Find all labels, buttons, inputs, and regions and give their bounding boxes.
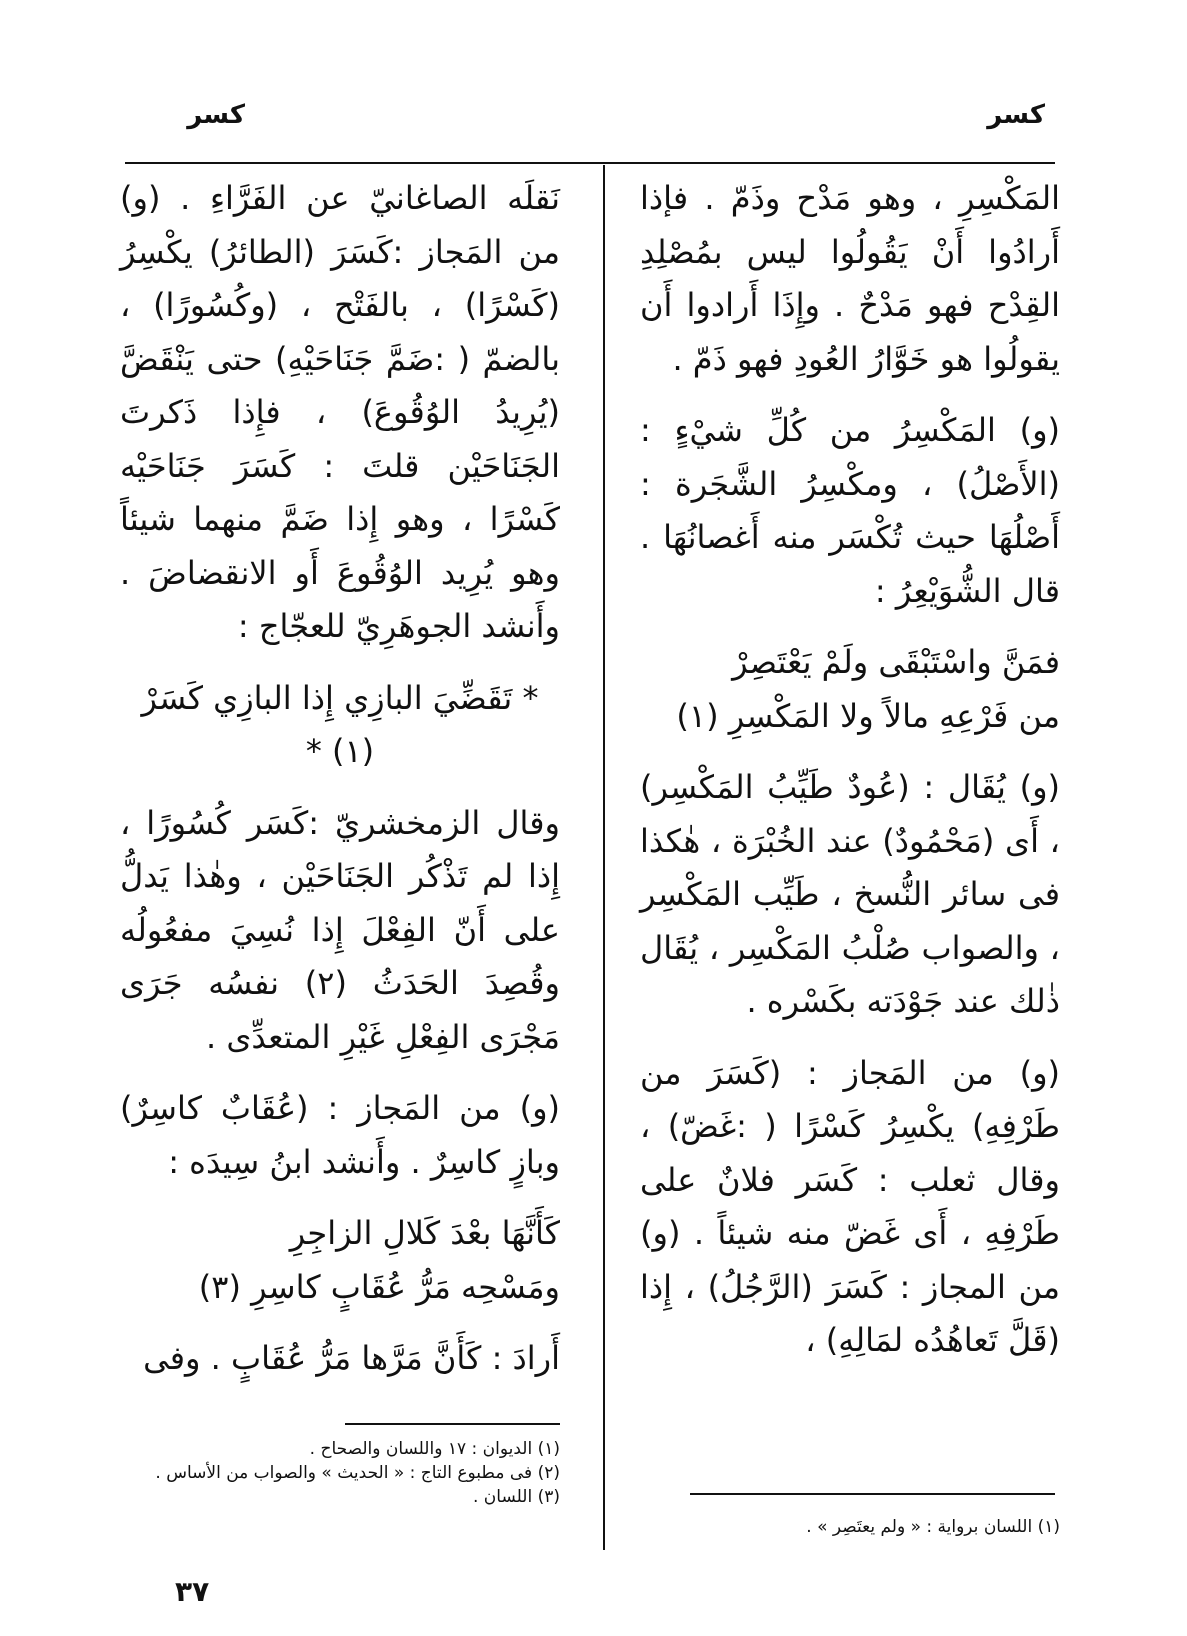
header-rule: [125, 162, 1055, 164]
right-verse-line-1: فمَنَّ واسْتَبْقَى ولَمْ يَعْتَصِرْ: [732, 643, 1060, 681]
footnote: (١) الديوان : ١٧ واللسان والصحاح .: [309, 1439, 560, 1459]
left-paragraph-2: وقال الزمخشريّ :كَسَر كُسُورًا ، إِذا لم تَذْكُر الجَنَاحَيْن ، وهٰذا يَدلُّ على أَنّ الفِعْلَ إِذا نُسِيَ مفعُولُه وقُصِدَ الحَدَثُ (٢) نفسُه جَرَى مَجْرَى الفِعْلِ غَيْرِ المتعدِّى .: [120, 803, 561, 1056]
right-column: [640, 172, 1060, 1386]
right-paragraph-1: المَكْسِرِ ، وهو مَدْح وذَمّ . فإذا أَرادُوا أَنْ يَقُولُوا ليس بمُصْلِدِ القِدْح فهو مَدْحٌ . وإِذَا أَرادوا أَن يقولُوا هو خَوَّارُ العُودِ فهو ذَمّ .: [640, 179, 1060, 378]
left-paragraph-1: نَقلَه الصاغانيّ عن الفَرَّاءِ . (و) من المَجاز :كَسَرَ (الطائرُ) يكْسِرُ (كَسْرًا) ، بالفَتْح ، (وكُسُورًا) ، بالضمّ ( :ضَمَّ جَنَاحَيْهِ) حتى يَنْقَضَّ (يُرِيدُ الوُقُوعَ) ، فإِذا ذَكرتَ الجَنَاحَيْن قلتَ : كَسَرَ جَنَاحَيْه كَسْرًا ، وهو إِذا ضَمَّ منهما شيئاً وهو يُرِيد الوُقُوعَ أَو الانقضاضَ . وأَنشد الجوهَرِيّ للعجّاج :: [120, 179, 560, 645]
left-column: [120, 172, 560, 1404]
footnotes-right: [640, 1515, 1060, 1539]
footnote: (٢) فى مطبوع التاج : « الحديث » والصواب من الأساس .: [155, 1463, 560, 1483]
left-verse-single: * تَقَضِّيَ البازِي إِذا البازِي كَسَرْ (١) *: [141, 678, 539, 770]
footnote: (١) اللسان برواية : « ولم يعتَصِر » .: [806, 1517, 1060, 1537]
left-verse-line-1: كَأَنَّهَا بعْدَ كَلالِ الزاجِرِ: [289, 1214, 560, 1252]
right-paragraph-3: (و) يُقَال : (عُودٌ طَيِّبُ المَكْسِر) ، أَى (مَحْمُودٌ) عند الخُبْرَة ، هٰكذا فى سائر النُّسخ ، طَيِّب المَكْسِر ، والصواب صُلْبُ المَكْسِر ، يُقَال ذٰلك عند جَوْدَته بكَسْره .: [640, 768, 1060, 1020]
right-paragraph-2: (و) المَكْسِرُ من كُلِّ شيْءٍ : (الأَصْلُ) ، ومكْسِرُ الشَّجَرة : أَصْلُهَا حيث تُكْسَر منه أَغصانُهَا . قال الشُّوَيْعِرُ :: [640, 411, 1060, 610]
page-number: ٣٧: [175, 1575, 210, 1608]
right-paragraph-4: (و) من المَجاز : (كَسَرَ من طَرْفِهِ) يكْسِرُ كَسْرًا ( :غَضّ) ، وقال ثعلب : كَسَر فلانٌ على طَرْفِهِ ، أَى غَضّ منه شيئاً . (و) من المجاز : كَسَرَ (الرَّجُلُ) ، إِذا (قَلَّ تَعاهُدُه لمَالِهِ) ،: [640, 1053, 1060, 1359]
right-verse: [640, 636, 1060, 743]
left-paragraph-4: أَرادَ : كَأَنَّ مَرَّها مَرُّ عُقَابٍ . وفى: [143, 1339, 560, 1377]
footnote-rule-right: [690, 1493, 1055, 1495]
footnote: (٣) اللسان .: [473, 1487, 560, 1507]
running-header-right: كسر: [987, 100, 1045, 130]
right-verse-line-2: من فَرْعِهِ مالاً ولا المَكْسِرِ (١): [676, 696, 1060, 735]
left-verse-line-2: ومَسْحِه مَرُّ عُقَابٍ كاسِرِ (٣): [198, 1267, 560, 1306]
footnote-rule-left: [345, 1423, 560, 1425]
footnotes-left: [140, 1437, 560, 1509]
left-verse: [120, 1207, 560, 1314]
column-divider: [603, 165, 605, 1550]
running-header-left: كسر: [187, 100, 245, 130]
left-paragraph-3: (و) من المَجاز : (عُقَابٌ كاسِرٌ) وبازٍ كاسِرٌ . وأَنشد ابنُ سِيدَه :: [120, 1089, 560, 1181]
